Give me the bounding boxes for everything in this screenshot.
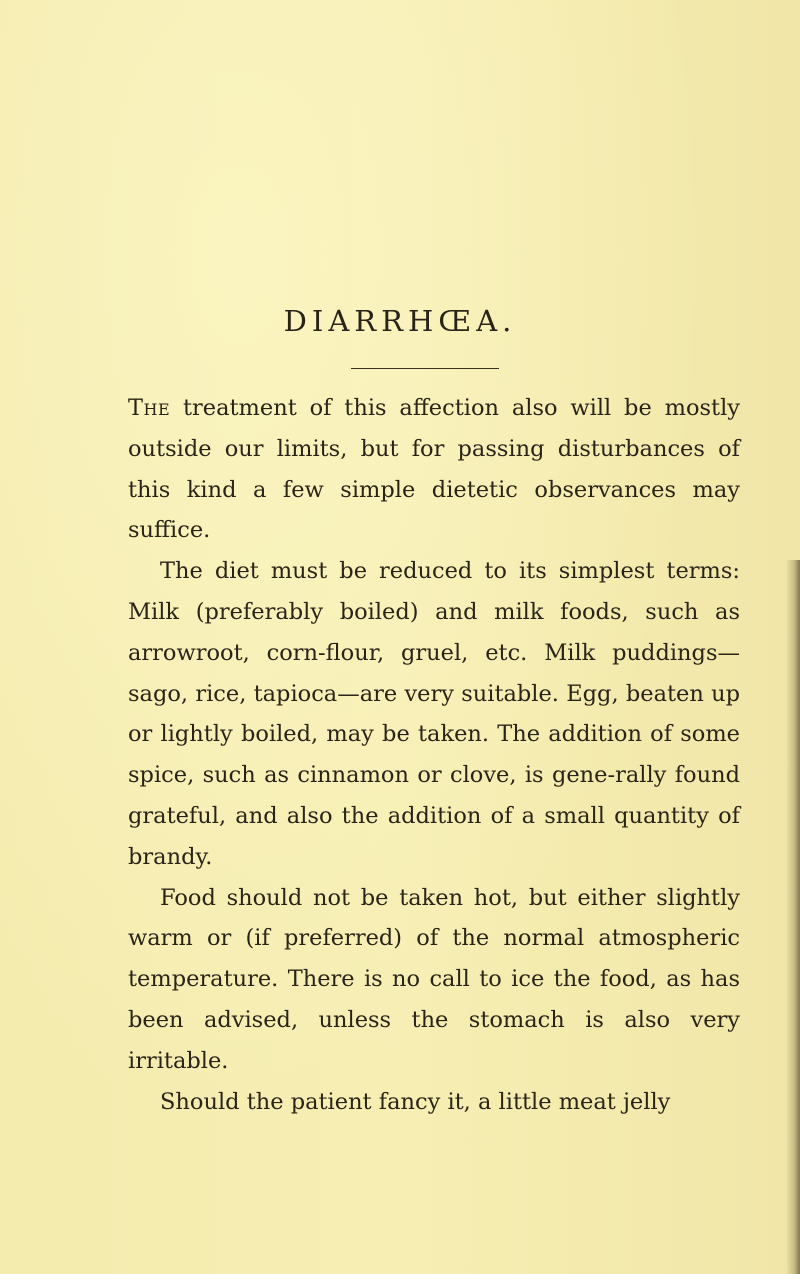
paragraph-1 xyxy=(128,388,740,551)
heading-rule xyxy=(351,368,499,369)
page-edge-shadow xyxy=(786,560,800,1274)
paragraph-3: Food should not be taken hot, but either slightly warm or (if preferred) of the normal atmospheric temperature. There is no call to ice the food, as has been advised, unless the stomach is also very irritable. xyxy=(128,884,740,1074)
chapter-heading: DIARRHŒA. xyxy=(283,304,517,338)
paragraph-4: Should the patient fancy it, a little meat jelly xyxy=(160,1088,671,1115)
body-text xyxy=(128,388,740,1122)
paragraph-1-text: treatment of this affection also will be mostly outside our limits, but for passing disturbances of this kind a few simple dietetic observances may suffice. xyxy=(128,395,740,544)
paragraph-lead: The xyxy=(128,395,171,421)
paragraph-2: The diet must be reduced to its simplest terms: Milk (preferably boiled) and milk foods, such as arrowroot, corn-flour, gruel, etc. Milk puddings—sago, rice, tapioca—are very suitable. Egg, beaten up or lightly boiled, may be taken. The addition of some spice, such as cinnamon or clove, is gene-rally found grateful, and also the addition of a small quantity of brandy. xyxy=(128,558,740,870)
